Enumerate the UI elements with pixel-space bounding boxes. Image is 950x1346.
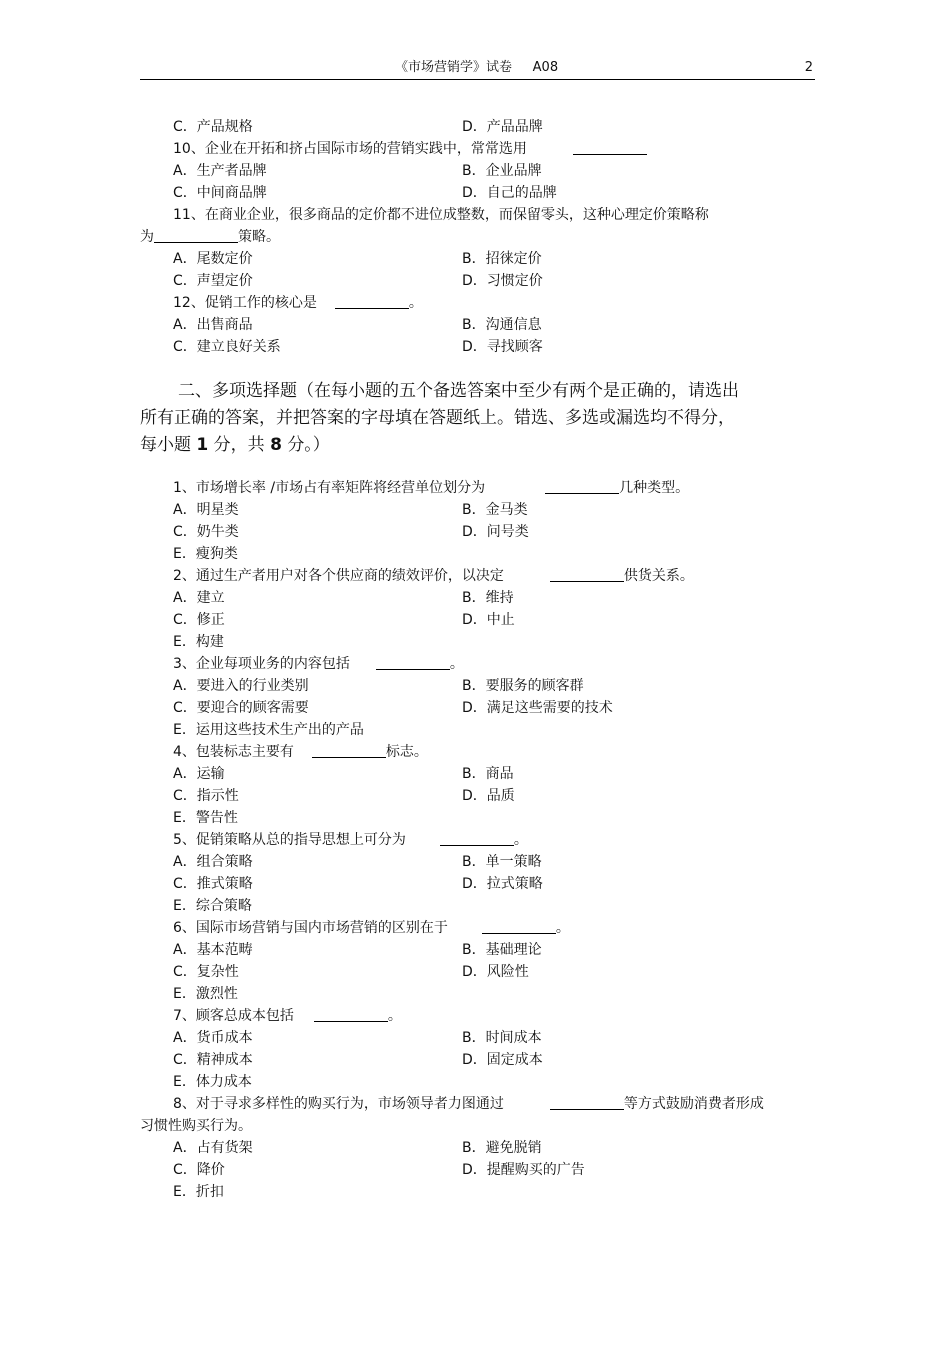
options-row: [0, 983, 950, 1005]
question-8: [0, 1093, 950, 1115]
option: B．招徕定价: [462, 251, 542, 267]
option: D．习惯定价: [462, 273, 543, 289]
options-row: [0, 1049, 950, 1071]
options-row: [0, 336, 950, 358]
option: B．金马类: [462, 502, 528, 518]
option: C．精神成本: [173, 1052, 253, 1068]
option: D．自己的品牌: [462, 185, 557, 201]
question-8-continued: [0, 1115, 950, 1137]
exam-content: [0, 116, 950, 1203]
options-row: [0, 675, 950, 697]
options-row: [0, 587, 950, 609]
question-3: [0, 653, 950, 675]
question-11: [0, 204, 950, 226]
options-row: [0, 609, 950, 631]
section-heading-line: 每小题 1 分，共 8 分。）: [140, 435, 330, 455]
options-row: [0, 851, 950, 873]
option: C．降价: [173, 1162, 225, 1178]
question-text: 1、市场增长率 /市场占有率矩阵将经营单位划分为: [173, 480, 486, 496]
answer-blank: [550, 1095, 624, 1110]
options-row: [0, 314, 950, 336]
options-row: [0, 763, 950, 785]
question-4: [0, 741, 950, 763]
option: C．推式策略: [173, 876, 253, 892]
option: D．问号类: [462, 524, 529, 540]
option: E．运用这些技术生产出的产品: [173, 722, 364, 738]
option: B．商品: [462, 766, 514, 782]
option: E．体力成本: [173, 1074, 252, 1090]
options-row: [0, 939, 950, 961]
answer-blank: [573, 140, 647, 155]
option: B．基础理论: [462, 942, 542, 958]
question-text: 为: [140, 229, 154, 245]
option: B．时间成本: [462, 1030, 542, 1046]
options-row: [0, 1181, 950, 1203]
options-row: [0, 631, 950, 653]
question-6: [0, 917, 950, 939]
options-row: [0, 543, 950, 565]
question-text: 习惯性购买行为。: [140, 1118, 252, 1134]
option: D．固定成本: [462, 1052, 543, 1068]
option: C．中间商品牌: [173, 185, 267, 201]
question-text: 供货关系。: [623, 568, 694, 584]
options-row: [0, 895, 950, 917]
question-text: 等方式鼓励消费者形成: [623, 1096, 764, 1112]
option: B．避免脱销: [462, 1140, 542, 1156]
options-row: [0, 1027, 950, 1049]
question-text: 。: [449, 656, 464, 672]
question-text: 4、包装标志主要有: [173, 744, 294, 760]
section-heading: [0, 378, 780, 459]
question-10: [0, 138, 950, 160]
option: A．组合策略: [173, 854, 253, 870]
page-header: [140, 60, 815, 80]
question-text: 8、对于寻求多样性的购买行为，市场领导者力图通过: [173, 1096, 504, 1112]
option: B．企业品牌: [462, 163, 542, 179]
option: D．拉式策略: [462, 876, 543, 892]
option: A．建立: [173, 590, 225, 606]
option: B．沟通信息: [462, 317, 542, 333]
answer-blank: [335, 294, 409, 309]
option: C．声望定价: [173, 273, 253, 289]
question-text: 。: [513, 832, 528, 848]
question-12: [0, 292, 950, 314]
options-row: [0, 1071, 950, 1093]
options-row: [0, 116, 950, 138]
option: A．明星类: [173, 502, 239, 518]
option: D．风险性: [462, 964, 529, 980]
options-row: [0, 961, 950, 983]
multiple-choice-questions: [0, 477, 950, 1203]
question-11-continued: [0, 226, 950, 248]
question-text: 5、促销策略从总的指导思想上可分为: [173, 832, 406, 848]
question-7: [0, 1005, 950, 1027]
option: C．建立良好关系: [173, 339, 281, 355]
option: D．产品品牌: [462, 119, 543, 135]
option: A．生产者品牌: [173, 163, 267, 179]
option: A．尾数定价: [173, 251, 253, 267]
answer-blank: [314, 1007, 388, 1022]
options-row: [0, 160, 950, 182]
section-heading-line: 二、多项选择题（在每小题的五个备选答案中至少有两个是正确的，请选出: [178, 381, 739, 401]
option: D．品质: [462, 788, 515, 804]
exam-title: 《市场营销学》试卷 A08: [395, 60, 559, 75]
option: B．要服务的顾客群: [462, 678, 584, 694]
question-text: 策略。: [238, 229, 280, 245]
option: E．构建: [173, 634, 224, 650]
options-row: [0, 785, 950, 807]
option: D．提醒购买的广告: [462, 1162, 585, 1178]
option: A．要进入的行业类别: [173, 678, 309, 694]
options-row: [0, 270, 950, 292]
question-text: 6、国际市场营销与国内市场营销的区别在于: [173, 920, 448, 936]
question-text: 。: [555, 920, 570, 936]
option: C．复杂性: [173, 964, 239, 980]
options-row: [0, 499, 950, 521]
options-row: [0, 719, 950, 741]
option: E．激烈性: [173, 986, 238, 1002]
question-text: 3、企业每项业务的内容包括: [173, 656, 350, 672]
option: A．运输: [173, 766, 225, 782]
question-5: [0, 829, 950, 851]
options-row: [0, 697, 950, 719]
option: E．综合策略: [173, 898, 252, 914]
section-heading-line: 所有正确的答案，并把答案的字母填在答题纸上。错选、多选或漏选均不得分，: [140, 408, 735, 428]
options-row: [0, 248, 950, 270]
page-number: 2: [804, 60, 813, 75]
option: B．维持: [462, 590, 514, 606]
option: C．奶牛类: [173, 524, 239, 540]
options-row: [0, 1159, 950, 1181]
option: A．出售商品: [173, 317, 253, 333]
options-row: [0, 807, 950, 829]
question-text: 。: [387, 1008, 402, 1024]
answer-blank: [482, 919, 556, 934]
option: D．满足这些需要的技术: [462, 700, 613, 716]
option: D．寻找顾客: [462, 339, 543, 355]
question-1: [0, 477, 950, 499]
option: E．警告性: [173, 810, 238, 826]
answer-blank: [312, 743, 386, 758]
option: D．中止: [462, 612, 515, 628]
answer-blank: [545, 479, 619, 494]
option: A．货币成本: [173, 1030, 253, 1046]
option: E．瘦狗类: [173, 546, 238, 562]
option: E．折扣: [173, 1184, 224, 1200]
option: A．占有货架: [173, 1140, 253, 1156]
question-text: 几种类型。: [619, 480, 690, 496]
answer-blank: [376, 655, 450, 670]
question-text: 标志。: [385, 744, 428, 760]
options-row: [0, 1137, 950, 1159]
option: A．基本范畴: [173, 942, 253, 958]
option: C．要迎合的顾客需要: [173, 700, 309, 716]
question-text: 2、通过生产者用户对各个供应商的绩效评价，以决定: [173, 568, 504, 584]
options-row: [0, 182, 950, 204]
option: C．修正: [173, 612, 225, 628]
question-2: [0, 565, 950, 587]
question-text: 12、促销工作的核心是: [173, 295, 317, 311]
question-text: 11、在商业企业，很多商品的定价都不进位成整数，而保留零头，这种心理定价策略称: [173, 207, 709, 223]
answer-blank: [440, 831, 514, 846]
options-row: [0, 521, 950, 543]
answer-blank: [550, 567, 624, 582]
question-text: 10、企业在开拓和挤占国际市场的营销实践中，常常选用: [173, 141, 527, 157]
question-text: 7、顾客总成本包括: [173, 1008, 294, 1024]
options-row: [0, 873, 950, 895]
answer-blank: [154, 228, 238, 243]
option: B．单一策略: [462, 854, 542, 870]
question-text: 。: [408, 295, 423, 311]
option: C．指示性: [173, 788, 239, 804]
option: C．产品规格: [173, 119, 253, 135]
